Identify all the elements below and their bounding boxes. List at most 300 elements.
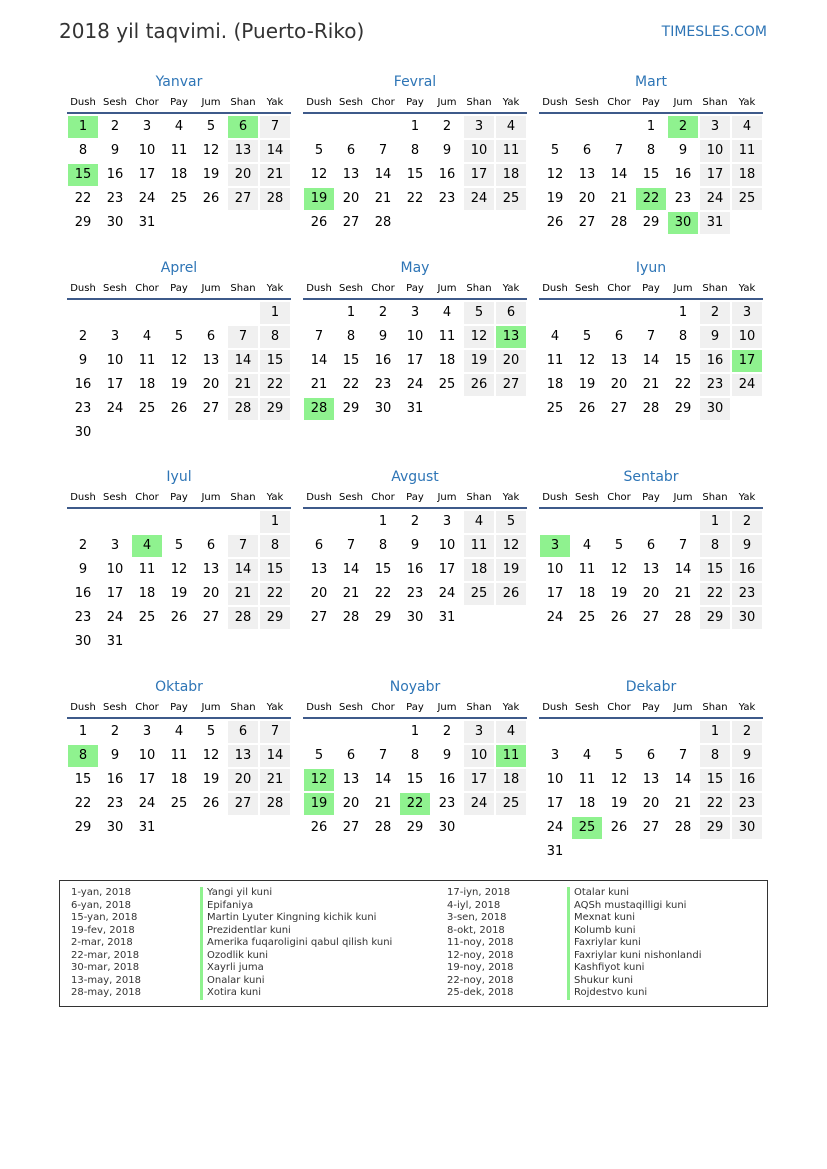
day-cell: 22 (342, 377, 360, 392)
legend-dates-left (71, 887, 141, 1000)
day-cell: 5 (314, 143, 324, 158)
day-cell: 2 (378, 305, 388, 320)
day-cell: 14 (310, 353, 328, 368)
month-iyul (67, 467, 291, 654)
weekday-header (303, 278, 527, 300)
day-cell: 5 (206, 724, 216, 739)
holiday-date: 11-noy, 2018 (447, 937, 514, 948)
weekday-label: Jum (673, 492, 693, 503)
weekday-header (303, 697, 527, 719)
day-cell: 25 (464, 583, 494, 605)
weekday-header (539, 278, 763, 300)
day-cell: 17 (546, 796, 564, 811)
day-cell: 6 (228, 721, 258, 743)
weekday-label: Chor (371, 97, 395, 108)
holiday-day: 13 (496, 326, 526, 348)
legend-names-left (200, 887, 392, 1000)
day-cell: 3 (464, 721, 494, 743)
day-cell: 4 (464, 511, 494, 533)
empty-cell (132, 511, 162, 533)
day-cell: 16 (74, 586, 92, 601)
day-cell: 14 (674, 562, 692, 577)
holiday-name: Onalar kuni (200, 975, 392, 988)
day-grid (303, 301, 527, 421)
empty-cell (604, 721, 634, 743)
day-cell: 2 (78, 329, 88, 344)
empty-cell (336, 116, 366, 138)
day-cell: 25 (496, 188, 526, 210)
month-name: Sentabr (623, 469, 679, 485)
weekday-label: Sesh (338, 283, 364, 294)
weekday-label: Jum (673, 702, 693, 713)
day-cell: 28 (374, 215, 392, 230)
day-cell: 10 (732, 326, 762, 348)
day-cell: 1 (410, 724, 420, 739)
day-cell: 4 (442, 305, 452, 320)
day-cell: 18 (732, 164, 762, 186)
day-cell: 21 (610, 191, 628, 206)
day-cell: 26 (496, 583, 526, 605)
weekday-label: Jum (437, 97, 457, 108)
day-cell: 8 (260, 535, 290, 557)
day-cell: 6 (206, 329, 216, 344)
weekday-label: Sesh (102, 702, 128, 713)
day-cell: 14 (260, 745, 290, 767)
day-cell: 14 (610, 167, 628, 182)
day-cell: 12 (170, 353, 188, 368)
day-cell: 24 (546, 820, 564, 835)
weekday-label: Chor (607, 702, 631, 713)
weekday-header (67, 278, 291, 300)
weekday-label: Jum (201, 702, 221, 713)
weekday-label: Yak (738, 97, 756, 108)
weekday-label: Jum (673, 97, 693, 108)
empty-cell (636, 511, 666, 533)
holiday-name: Prezidentlar kuni (200, 925, 392, 938)
day-cell: 23 (732, 793, 762, 815)
day-cell: 3 (110, 329, 120, 344)
day-cell: 20 (342, 191, 360, 206)
day-cell: 4 (174, 724, 184, 739)
empty-cell (604, 302, 634, 324)
empty-cell (540, 721, 570, 743)
day-cell: 7 (260, 721, 290, 743)
weekday-label: Sesh (574, 492, 600, 503)
day-cell: 27 (578, 215, 596, 230)
day-cell: 27 (342, 820, 360, 835)
day-cell: 14 (260, 140, 290, 162)
holiday-name: Ozodlik kuni (200, 950, 392, 963)
day-cell: 21 (674, 796, 692, 811)
holiday-name: Otalar kuni (567, 887, 702, 900)
holiday-date: 1-yan, 2018 (71, 887, 131, 898)
weekday-label: Shan (230, 97, 256, 108)
calendar-grid (67, 72, 767, 872)
day-cell: 3 (142, 724, 152, 739)
month-dekabr (539, 677, 763, 864)
day-cell: 1 (646, 119, 656, 134)
weekday-label: Sesh (338, 702, 364, 713)
day-cell: 9 (78, 562, 88, 577)
day-cell: 16 (106, 167, 124, 182)
day-cell: 29 (374, 610, 392, 625)
day-cell: 19 (546, 191, 564, 206)
holiday-date: 4-iyl, 2018 (447, 899, 501, 911)
weekday-label: Pay (642, 97, 660, 108)
day-cell: 8 (378, 538, 388, 553)
day-cell: 13 (310, 562, 328, 577)
weekday-label: Shan (466, 702, 492, 713)
weekday-label: Yak (502, 283, 520, 294)
day-cell: 17 (464, 164, 494, 186)
day-cell: 27 (202, 401, 220, 416)
empty-cell (668, 511, 698, 533)
weekday-label: Pay (170, 702, 188, 713)
weekday-label: Shan (702, 492, 728, 503)
empty-cell (572, 116, 602, 138)
day-cell: 20 (578, 191, 596, 206)
day-cell: 9 (442, 748, 452, 763)
day-cell: 25 (438, 377, 456, 392)
day-cell: 7 (228, 535, 258, 557)
weekday-label: Pay (170, 492, 188, 503)
weekday-label: Chor (135, 97, 159, 108)
day-cell: 10 (546, 772, 564, 787)
day-grid (67, 720, 291, 840)
day-cell: 4 (582, 748, 592, 763)
weekday-label: Yak (502, 492, 520, 503)
weekday-label: Sesh (102, 283, 128, 294)
empty-cell (100, 302, 130, 324)
day-cell: 5 (314, 748, 324, 763)
day-cell: 18 (138, 377, 156, 392)
day-cell: 17 (438, 562, 456, 577)
day-cell: 3 (550, 748, 560, 763)
weekday-label: Shan (466, 97, 492, 108)
holiday-date: 25-dek, 2018 (447, 987, 514, 998)
day-cell: 27 (228, 793, 258, 815)
weekday-label: Jum (201, 283, 221, 294)
day-cell: 22 (260, 583, 290, 605)
day-cell: 26 (202, 796, 220, 811)
day-cell: 30 (406, 610, 424, 625)
holiday-name: Rojdestvo kuni (567, 987, 702, 1000)
day-cell: 15 (342, 353, 360, 368)
day-cell: 10 (464, 140, 494, 162)
empty-cell (304, 511, 334, 533)
day-cell: 17 (406, 353, 424, 368)
day-cell: 13 (342, 167, 360, 182)
day-cell: 20 (342, 796, 360, 811)
day-cell: 18 (578, 796, 596, 811)
day-cell: 12 (610, 562, 628, 577)
holiday-day: 22 (636, 188, 666, 210)
holiday-date: 30-mar, 2018 (71, 962, 140, 973)
day-cell: 5 (464, 302, 494, 324)
page-title: 2018 yil taqvimi. (Puerto-Riko) (59, 19, 365, 43)
day-cell: 12 (310, 167, 328, 182)
day-cell: 6 (314, 538, 324, 553)
weekday-label: Dush (306, 492, 332, 503)
day-cell: 24 (464, 793, 494, 815)
day-cell: 30 (106, 215, 124, 230)
day-cell: 21 (374, 191, 392, 206)
holiday-name: Xayrli juma (200, 962, 392, 975)
day-cell: 15 (674, 353, 692, 368)
day-cell: 15 (260, 559, 290, 581)
day-cell: 26 (202, 191, 220, 206)
day-cell: 21 (642, 377, 660, 392)
day-cell: 17 (106, 377, 124, 392)
day-cell: 17 (106, 586, 124, 601)
day-cell: 30 (374, 401, 392, 416)
day-cell: 29 (406, 820, 424, 835)
holiday-date: 6-yan, 2018 (71, 899, 131, 911)
day-cell: 19 (464, 350, 494, 372)
day-cell: 3 (700, 116, 730, 138)
day-cell: 23 (106, 191, 124, 206)
weekday-label: Pay (642, 492, 660, 503)
day-cell: 20 (310, 586, 328, 601)
day-cell: 21 (374, 796, 392, 811)
day-cell: 3 (732, 302, 762, 324)
day-cell: 28 (642, 401, 660, 416)
holiday-day: 4 (132, 535, 162, 557)
day-cell: 12 (202, 143, 220, 158)
weekday-label: Yak (502, 97, 520, 108)
day-cell: 24 (438, 586, 456, 601)
weekday-label: Yak (738, 283, 756, 294)
day-cell: 25 (578, 610, 596, 625)
holiday-name: Xotira kuni (200, 987, 392, 1000)
day-cell: 28 (228, 607, 258, 629)
empty-cell (304, 721, 334, 743)
empty-cell (368, 721, 398, 743)
day-cell: 17 (546, 586, 564, 601)
holiday-day: 22 (400, 793, 430, 815)
empty-cell (636, 721, 666, 743)
holiday-date: 15-yan, 2018 (71, 912, 138, 923)
day-cell: 2 (78, 538, 88, 553)
holiday-day: 28 (304, 398, 334, 420)
day-cell: 23 (74, 401, 92, 416)
month-mart (539, 72, 763, 235)
empty-cell (336, 511, 366, 533)
day-cell: 18 (578, 586, 596, 601)
holiday-date: 12-noy, 2018 (447, 949, 514, 961)
day-cell: 4 (582, 538, 592, 553)
weekday-header (539, 697, 763, 719)
day-cell: 12 (496, 535, 526, 557)
day-cell: 3 (442, 514, 452, 529)
day-cell: 28 (374, 820, 392, 835)
day-cell: 1 (700, 511, 730, 533)
day-cell: 14 (374, 772, 392, 787)
day-cell: 7 (260, 116, 290, 138)
day-cell: 16 (406, 562, 424, 577)
weekday-label: Dush (542, 702, 568, 713)
day-cell: 8 (646, 143, 656, 158)
day-cell: 20 (642, 796, 660, 811)
day-cell: 5 (614, 748, 624, 763)
weekday-label: Sesh (574, 97, 600, 108)
day-cell: 11 (170, 748, 188, 763)
day-cell: 30 (438, 820, 456, 835)
day-cell: 15 (260, 350, 290, 372)
day-cell: 28 (674, 610, 692, 625)
day-cell: 29 (700, 607, 730, 629)
empty-cell (100, 511, 130, 533)
day-grid (67, 115, 291, 235)
holiday-date: 13-may, 2018 (71, 974, 141, 986)
day-cell: 24 (732, 374, 762, 396)
month-name: May (400, 260, 430, 276)
day-cell: 15 (406, 167, 424, 182)
empty-cell (228, 302, 258, 324)
empty-cell (572, 511, 602, 533)
day-cell: 29 (700, 817, 730, 839)
day-cell: 11 (546, 353, 564, 368)
day-cell: 26 (310, 215, 328, 230)
day-cell: 21 (260, 164, 290, 186)
day-cell: 25 (170, 796, 188, 811)
day-cell: 2 (732, 721, 762, 743)
weekday-header (67, 92, 291, 114)
day-cell: 22 (674, 377, 692, 392)
empty-cell (336, 721, 366, 743)
month-avgust (303, 467, 527, 630)
weekday-header (539, 487, 763, 509)
weekday-label: Dush (70, 283, 96, 294)
day-cell: 17 (464, 769, 494, 791)
day-grid (303, 720, 527, 840)
day-cell: 7 (614, 143, 624, 158)
day-cell: 20 (228, 769, 258, 791)
day-cell: 10 (546, 562, 564, 577)
holiday-date: 8-okt, 2018 (447, 924, 505, 936)
day-cell: 29 (260, 398, 290, 420)
day-cell: 14 (374, 167, 392, 182)
day-cell: 30 (74, 634, 92, 649)
holiday-day: 6 (228, 116, 258, 138)
day-cell: 15 (374, 562, 392, 577)
day-grid (67, 510, 291, 654)
day-cell: 10 (464, 745, 494, 767)
empty-cell (572, 302, 602, 324)
month-name: Avgust (391, 469, 439, 485)
weekday-label: Yak (738, 702, 756, 713)
holiday-name: Epifaniya (200, 900, 392, 913)
weekday-label: Dush (542, 492, 568, 503)
day-cell: 14 (228, 559, 258, 581)
day-cell: 16 (732, 769, 762, 791)
day-cell: 13 (228, 745, 258, 767)
weekday-label: Pay (406, 97, 424, 108)
holiday-date: 3-sen, 2018 (447, 912, 507, 923)
day-cell: 7 (346, 538, 356, 553)
day-cell: 15 (642, 167, 660, 182)
holiday-date: 19-noy, 2018 (447, 962, 514, 973)
day-cell: 13 (342, 772, 360, 787)
weekday-label: Chor (371, 492, 395, 503)
empty-cell (196, 302, 226, 324)
weekday-label: Yak (266, 283, 284, 294)
day-cell: 31 (406, 401, 424, 416)
weekday-label: Sesh (102, 97, 128, 108)
day-cell: 12 (464, 326, 494, 348)
day-cell: 7 (378, 748, 388, 763)
day-cell: 16 (74, 377, 92, 392)
weekday-label: Yak (266, 97, 284, 108)
weekday-label: Sesh (338, 97, 364, 108)
site-link[interactable]: TIMESLES.COM (661, 24, 767, 40)
day-cell: 28 (674, 820, 692, 835)
day-cell: 6 (614, 329, 624, 344)
day-cell: 15 (74, 772, 92, 787)
day-cell: 26 (170, 401, 188, 416)
day-cell: 6 (582, 143, 592, 158)
day-cell: 5 (582, 329, 592, 344)
weekday-label: Dush (70, 492, 96, 503)
day-cell: 27 (228, 188, 258, 210)
month-iyun (539, 258, 763, 421)
day-cell: 22 (260, 374, 290, 396)
day-cell: 27 (310, 610, 328, 625)
day-cell: 14 (228, 350, 258, 372)
holiday-day: 30 (668, 212, 698, 234)
day-cell: 31 (546, 844, 564, 859)
day-cell: 11 (170, 143, 188, 158)
weekday-label: Pay (406, 702, 424, 713)
holiday-name: Mexnat kuni (567, 912, 702, 925)
empty-cell (368, 116, 398, 138)
day-cell: 13 (642, 562, 660, 577)
day-cell: 25 (732, 188, 762, 210)
day-cell: 4 (174, 119, 184, 134)
day-cell: 8 (260, 326, 290, 348)
holiday-date: 2-mar, 2018 (71, 937, 133, 948)
weekday-label: Dush (542, 97, 568, 108)
holiday-day: 19 (304, 188, 334, 210)
day-cell: 7 (678, 538, 688, 553)
day-cell: 9 (732, 745, 762, 767)
weekday-label: Jum (437, 492, 457, 503)
month-yanvar (67, 72, 291, 235)
empty-cell (540, 511, 570, 533)
day-cell: 21 (228, 583, 258, 605)
day-cell: 27 (342, 215, 360, 230)
weekday-label: Jum (437, 283, 457, 294)
weekday-label: Dush (306, 283, 332, 294)
month-name: Iyun (635, 260, 667, 276)
month-name: Oktabr (155, 679, 203, 695)
day-cell: 21 (228, 374, 258, 396)
day-cell: 22 (74, 796, 92, 811)
day-cell: 12 (578, 353, 596, 368)
month-fevral (303, 72, 527, 235)
empty-cell (132, 302, 162, 324)
day-cell: 10 (106, 353, 124, 368)
day-cell: 6 (646, 748, 656, 763)
day-cell: 13 (202, 353, 220, 368)
weekday-label: Yak (502, 702, 520, 713)
day-cell: 23 (674, 191, 692, 206)
day-cell: 2 (110, 119, 120, 134)
day-cell: 23 (732, 583, 762, 605)
day-cell: 2 (442, 119, 452, 134)
day-cell: 31 (106, 634, 124, 649)
holiday-day: 2 (668, 116, 698, 138)
